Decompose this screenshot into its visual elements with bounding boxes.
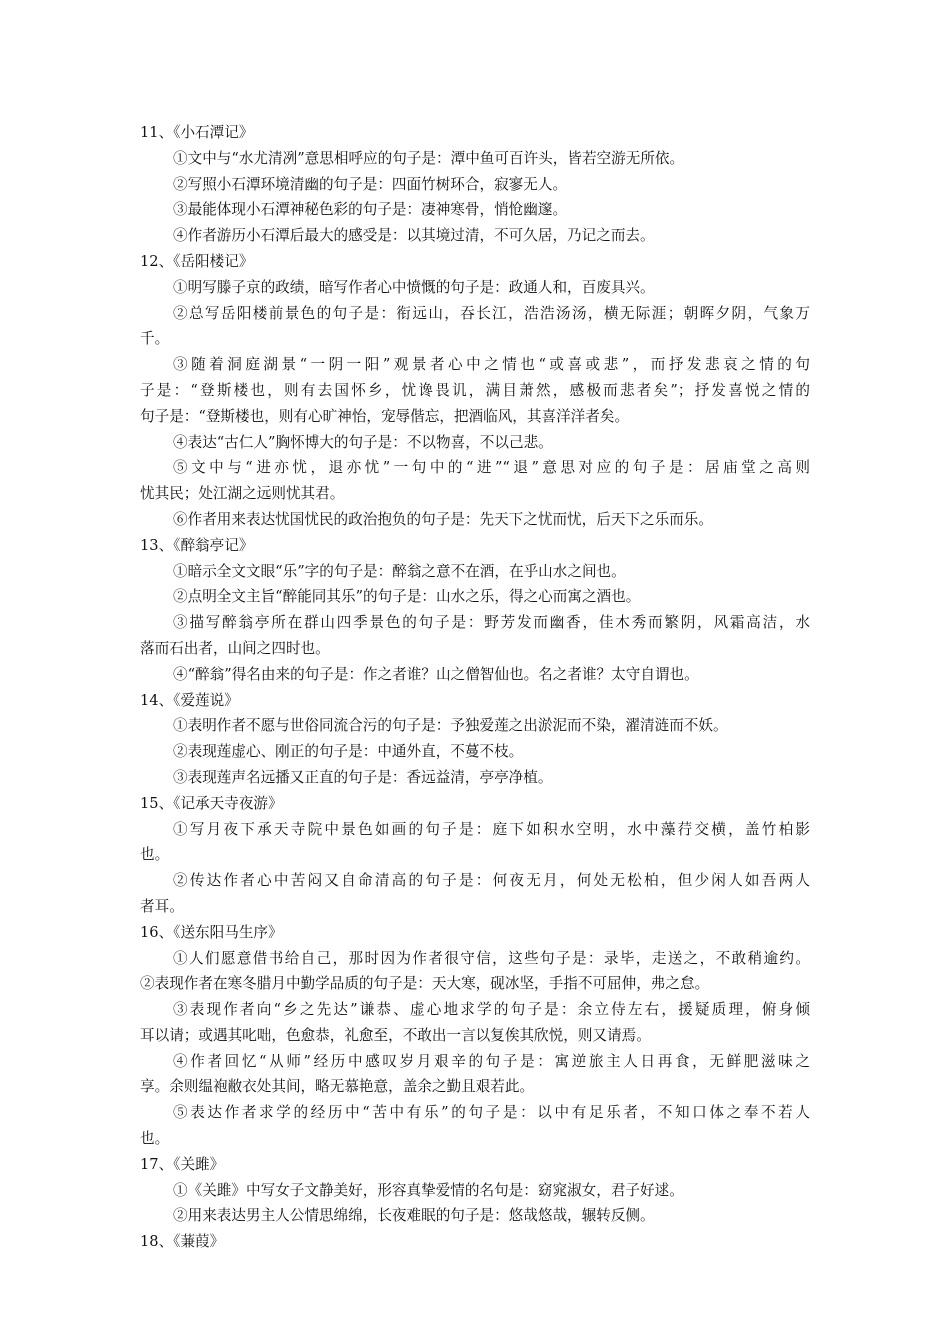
document-page bbox=[140, 120, 810, 1255]
text-line: ②传达作者心中苦闷又自命清高的句子是：何夜无月，何处无松柏，但少闲人如吾两人 bbox=[173, 872, 810, 890]
text-line: 者耳。 bbox=[140, 897, 184, 915]
text-line: ①《关雎》中写女子文静美好，形容真挚爱情的名句是：窈窕淑女，君子好逑。 bbox=[173, 1181, 684, 1199]
text-line: 耳以请；或遇其叱咄，色愈恭，礼愈至，不敢出一言以复俟其欣悦，则又请焉。 bbox=[140, 1026, 651, 1044]
text-line: 也。 bbox=[140, 1130, 170, 1148]
text-line: ②表现莲虚心、刚正的句子是：中通外直，不蔓不枝。 bbox=[173, 743, 524, 761]
text-line: ④表达“古仁人”胸怀博大的句子是：不以物喜，不以己悲。 bbox=[173, 433, 553, 451]
text-line: ③随着洞庭湖景“一阴一阳”观景者心中之情也“或喜或悲”，而抒发悲哀之情的句 bbox=[173, 356, 810, 374]
text-line: 忧其民；处江湖之远则忧其君。 bbox=[140, 485, 345, 503]
text-line: ②写照小石潭环境清幽的句子是：四面竹树环合，寂寥无人。 bbox=[173, 175, 568, 193]
text-line: ③最能体现小石潭神秘色彩的句子是：凄神寒骨，悄怆幽邃。 bbox=[173, 201, 568, 219]
text-line: ①明写滕子京的政绩，暗写作者心中愤慨的句子是：政通人和，百废具兴。 bbox=[173, 278, 655, 296]
text-line: 享。余则缊袍敝衣处其间，略无慕艳意，盖余之勤且艰若此。 bbox=[140, 1078, 535, 1096]
section-heading: 12、《岳阳楼记》 bbox=[140, 252, 254, 270]
text-line: ①文中与“水尤清冽”意思相呼应的句子是：潭中鱼可百许头，皆若空游无所依。 bbox=[173, 149, 685, 167]
text-line: ①表明作者不愿与世俗同流合污的句子是：予独爱莲之出淤泥而不染，濯清涟而不妖。 bbox=[173, 717, 728, 735]
text-line: 落而石出者，山间之四时也。 bbox=[140, 639, 330, 657]
text-line: 千。 bbox=[140, 330, 170, 348]
section-heading: 14、《爱莲说》 bbox=[140, 691, 239, 709]
text-line: ①人们愿意借书给自己，那时因为作者很守信，这些句子是：录毕，走送之，不敢稍逾约。 bbox=[173, 949, 810, 967]
text-line: ①暗示全文文眼“乐”字的句子是：醉翁之意不在酒，在乎山水之间也。 bbox=[173, 562, 626, 580]
text-line: ⑤文中与“进亦忧，退亦忧”一句中的“进”“退”意思对应的句子是：居庙堂之高则 bbox=[173, 459, 810, 477]
text-line: ④作者回忆“从师”经历中感叹岁月艰辛的句子是：寓逆旅主人日再食，无鲜肥滋味之 bbox=[173, 1052, 810, 1070]
section-heading: 13、《醉翁亭记》 bbox=[140, 536, 254, 554]
text-line: ③描写醉翁亭所在群山四季景色的句子是：野芳发而幽香，佳木秀而繁阴，风霜高洁，水 bbox=[173, 614, 810, 632]
text-line: ④作者游历小石潭后最大的感受是：以其境过清，不可久居，乃记之而去。 bbox=[173, 227, 655, 245]
text-line: ②总写岳阳楼前景色的句子是：衔远山，吞长江，浩浩汤汤，横无际涯；朝晖夕阴，气象万 bbox=[173, 304, 810, 322]
text-line: 也。 bbox=[140, 846, 170, 864]
text-line: 子是：“登斯楼也，则有去国怀乡，忧谗畏讥，满目萧然，感极而悲者矣”；抒发喜悦之情的 bbox=[140, 381, 810, 399]
section-heading: 16、《送东阳马生序》 bbox=[140, 923, 283, 941]
text-line: ③表现作者向“乡之先达”谦恭、虚心地求学的句子是：余立侍左右，援疑质理，俯身倾 bbox=[173, 1001, 810, 1019]
section-heading: 17、《关雎》 bbox=[140, 1155, 225, 1173]
section-heading: 11、《小石潭记》 bbox=[140, 124, 254, 141]
text-line: ③表现莲声名远播又正直的句子是：香远益清，亭亭净植。 bbox=[173, 768, 553, 786]
text-line: ②表现作者在寒冬腊月中勤学品质的句子是：天大寒，砚冰坚，手指不可屈伸，弗之怠。 bbox=[140, 975, 710, 993]
text-line: ⑤表达作者求学的经历中“苦中有乐”的句子是：以中有足乐者，不知口体之奉不若人 bbox=[173, 1104, 810, 1122]
section-heading: 15、《记承天寺夜游》 bbox=[140, 794, 283, 812]
text-line: ①写月夜下承天寺院中景色如画的句子是：庭下如积水空明，水中藻荇交横，盖竹柏影 bbox=[173, 820, 810, 838]
text-line: ②用来表达男主人公情思绵绵，长夜难眠的句子是：悠哉悠哉，辗转反侧。 bbox=[173, 1207, 655, 1225]
text-line: ⑥作者用来表达忧国忧民的政治抱负的句子是：先天下之忧而忧，后天下之乐而乐。 bbox=[173, 510, 713, 528]
text-line: ④“醉翁”得名由来的句子是：作之者谁？山之僧智仙也。名之者谁？太守自谓也。 bbox=[173, 665, 699, 683]
text-line: ②点明全文主旨“醉能同其乐”的句子是：山水之乐，得之心而寓之酒也。 bbox=[173, 588, 641, 606]
text-line: 句子是：“登斯楼也，则有心旷神怡，宠辱偕忘，把酒临风，其喜洋洋者矣。 bbox=[140, 407, 630, 425]
section-heading: 18、《蒹葭》 bbox=[140, 1233, 225, 1251]
